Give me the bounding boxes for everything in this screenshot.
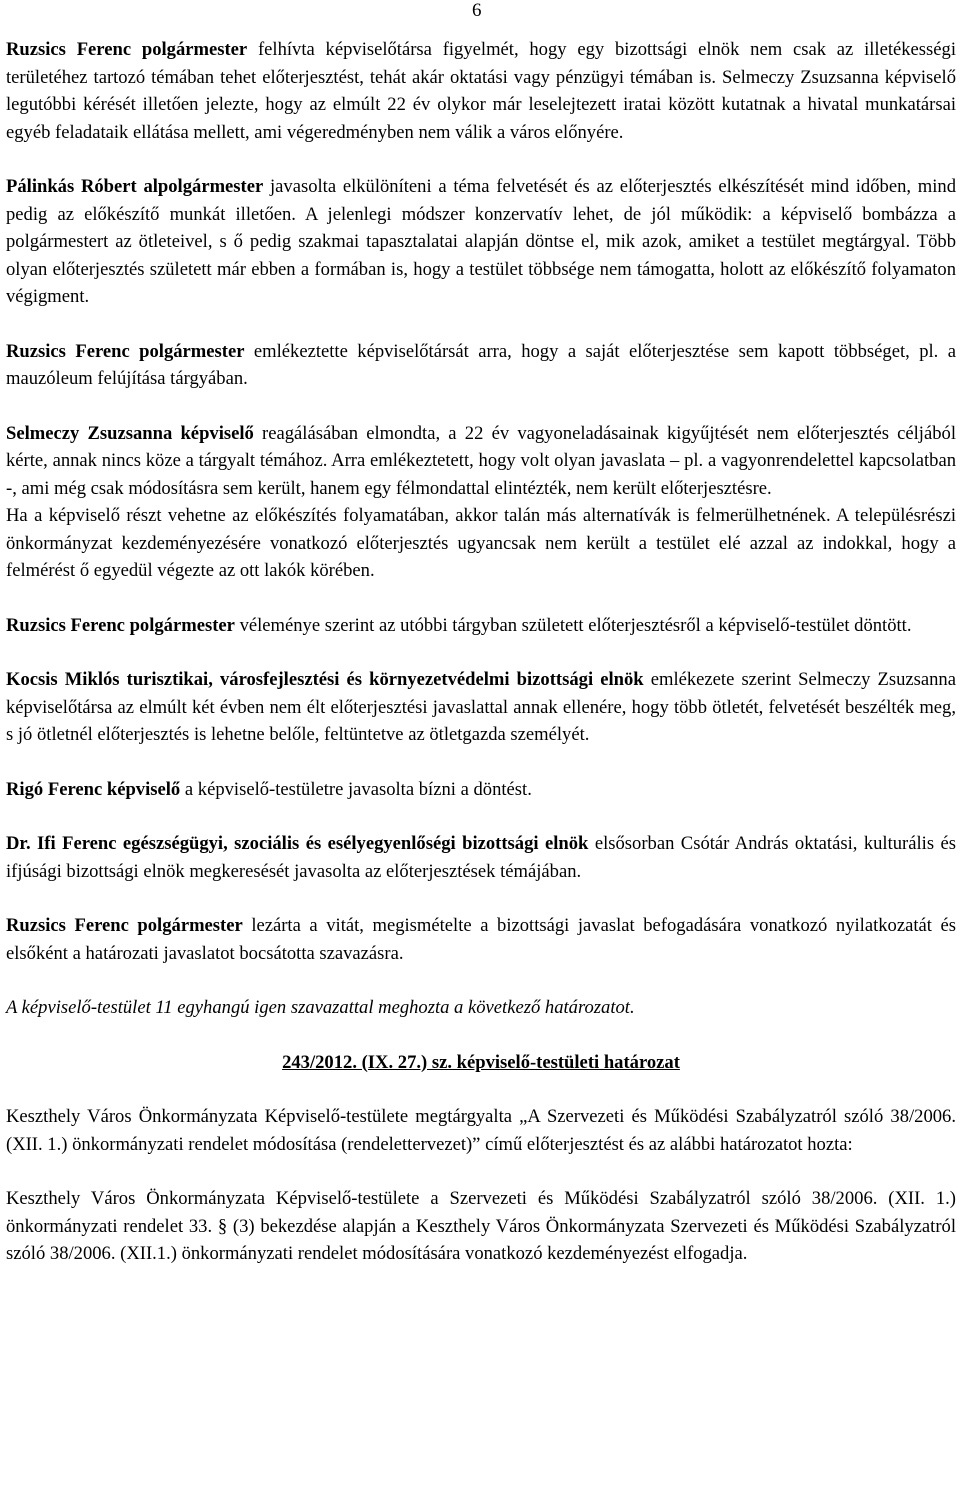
page-number: 6 xyxy=(472,0,482,21)
document-body xyxy=(6,36,956,1268)
paragraph-text: javasolta elkülöníteni a téma felvetését és az előterjesztés elkészítését mind időben, mind pedig az előkészítő munkát illetően. A jelenlegi módszer konzervatív lehet, de jól működik: a képviselő bombázza a polgármestert az ötleteivel, s ő pedig szakmai tapasztalatai alapján döntse el, mik azok, amiket a testület megtárgyal. Több olyan előterjesztés született már ebben a formában is, hogy a testület többsége nem támogatta, holott az előkészítő folyamaton végigment. xyxy=(6,176,956,307)
paragraph-1 xyxy=(6,36,956,146)
speaker-name: Ruzsics Ferenc polgármester xyxy=(6,614,235,636)
speaker-name: Kocsis Miklós turisztikai, városfejlesztési és környezetvédelmi bizottsági elnök xyxy=(6,669,644,690)
paragraph-text: elsősorban Csótár András oktatási, kulturális és ifjúsági bizottsági elnök megkeresését javasolta az előterjesztések témájában. xyxy=(6,833,957,882)
paragraph-5 xyxy=(6,502,956,585)
speaker-name: Selmeczy Zsuzsanna képviselő xyxy=(6,422,254,444)
paragraph-8 xyxy=(6,776,956,804)
paragraph-text: a képviselő-testületre javasolta bízni a döntést. xyxy=(180,778,532,800)
paragraph-10 xyxy=(6,912,956,967)
paragraph-text: emlékezete szerint Selmeczy Zsuzsanna képviselőtársa az elmúlt két évben nem élt előterjesztési javaslattal annak ellenére, hogy több ötletét, felvetését beszélték meg, s jó ötletnél előterjesztés is lehetne belőle, feltüntetve az ötletgazda személyét. xyxy=(6,669,956,745)
speaker-name: Rigó Ferenc képviselő xyxy=(6,778,181,800)
speaker-name: Ruzsics Ferenc polgármester xyxy=(6,915,243,936)
speaker-name: Dr. Ifi Ferenc egészségügyi, szociális és esélyegyenlőségi bizottsági elnök xyxy=(6,833,589,854)
resolution-body: Keszthely Város Önkormányzata Képviselő-testülete a Szervezeti és Működési Szabályzatról szóló 38/2006. (XII. 1.) önkormányzati rendelet 33. § (3) bekezdése alapján a Keszthely Város Önkormányzata Szervezeti és Működési Szabályzatról szóló 38/2006. (XII.1.) önkormányzati rendelet módosítására vonatkozó kezdeményezést elfogadja. xyxy=(6,1188,956,1264)
paragraph-text: felhívta képviselőtársa figyelmét, hogy egy bizottsági elnök nem csak az illetékességi területéhez tartozó témában tehet előterjesztést, tehát akár oktatási vagy pénzügyi témában is. Selmeczy Zsuzsanna képviselő legutóbbi kérését illetően jelezte, hogy az elmúlt 22 év olykor már leselejtezett iratai között kutatnak a hivatal munkatársai egyéb feladataik ellátása mellett, ami végeredményben nem válik a város előnyére. xyxy=(6,39,956,143)
paragraph-4 xyxy=(6,420,956,503)
paragraph-text: reagálásában elmondta, a 22 év vagyoneladásainak kigyűjtését nem előterjesztés céljából kérte, annak nincs köze a tárgyalt témához. Arra emlékeztetett, hogy volt olyan javaslata – pl. a vagyonrendelettel kapcsolatban -, ami még csak módosításra sem került, hanem egy félmondattal elintézték, nem került előterjesztésre. xyxy=(6,422,956,499)
vote-statement: A képviselő-testület 11 egyhangú igen szavazattal meghozta a következő határozatot. xyxy=(6,997,635,1018)
paragraph-text: Ha a képviselő részt vehetne az előkészítés folyamatában, akkor talán más alternatívák is felmerülhetnének. A településrészi önkormányzat kezdeményezésére vonatkozó előterjesztés ugyancsak nem került a testület elé azzal az indokkal, hogy a felmérést ő egyedül végezte az ott lakók körében. xyxy=(6,505,956,581)
paragraph-text: emlékeztette képviselőtársát arra, hogy a saját előterjesztése sem kapott többséget, pl. a mauzóleum felújítása tárgyában. xyxy=(6,340,956,389)
paragraph-text: véleménye szerint az utóbbi tárgyban született előterjesztésről a képviselő-testület döntött. xyxy=(234,614,912,636)
paragraph-6 xyxy=(6,612,956,640)
paragraph-3 xyxy=(6,338,956,393)
speaker-name: Ruzsics Ferenc polgármester xyxy=(6,340,245,362)
resolution-intro: Keszthely Város Önkormányzata Képviselő-testülete megtárgyalta „A Szervezeti és Működési Szabályzatról szóló 38/2006. (XII. 1.) önkormányzati rendelet módosítása (rendelettervezet)” című előterjesztést és az alábbi határozatot hozta: xyxy=(6,1106,956,1155)
paragraph-2 xyxy=(6,173,956,311)
resolution-title: 243/2012. (IX. 27.) sz. képviselő-testületi határozat xyxy=(282,1051,680,1073)
paragraph-7 xyxy=(6,666,956,749)
paragraph-text: lezárta a vitát, megismételte a bizottsági javaslat befogadására vonatkozó nyilatkozatát és elsőként a határozati javaslatot bocsátotta szavazásra. xyxy=(6,915,956,964)
speaker-name: Pálinkás Róbert alpolgármester xyxy=(6,176,264,197)
paragraph-9 xyxy=(6,830,956,885)
speaker-name: Ruzsics Ferenc polgármester xyxy=(6,39,248,60)
